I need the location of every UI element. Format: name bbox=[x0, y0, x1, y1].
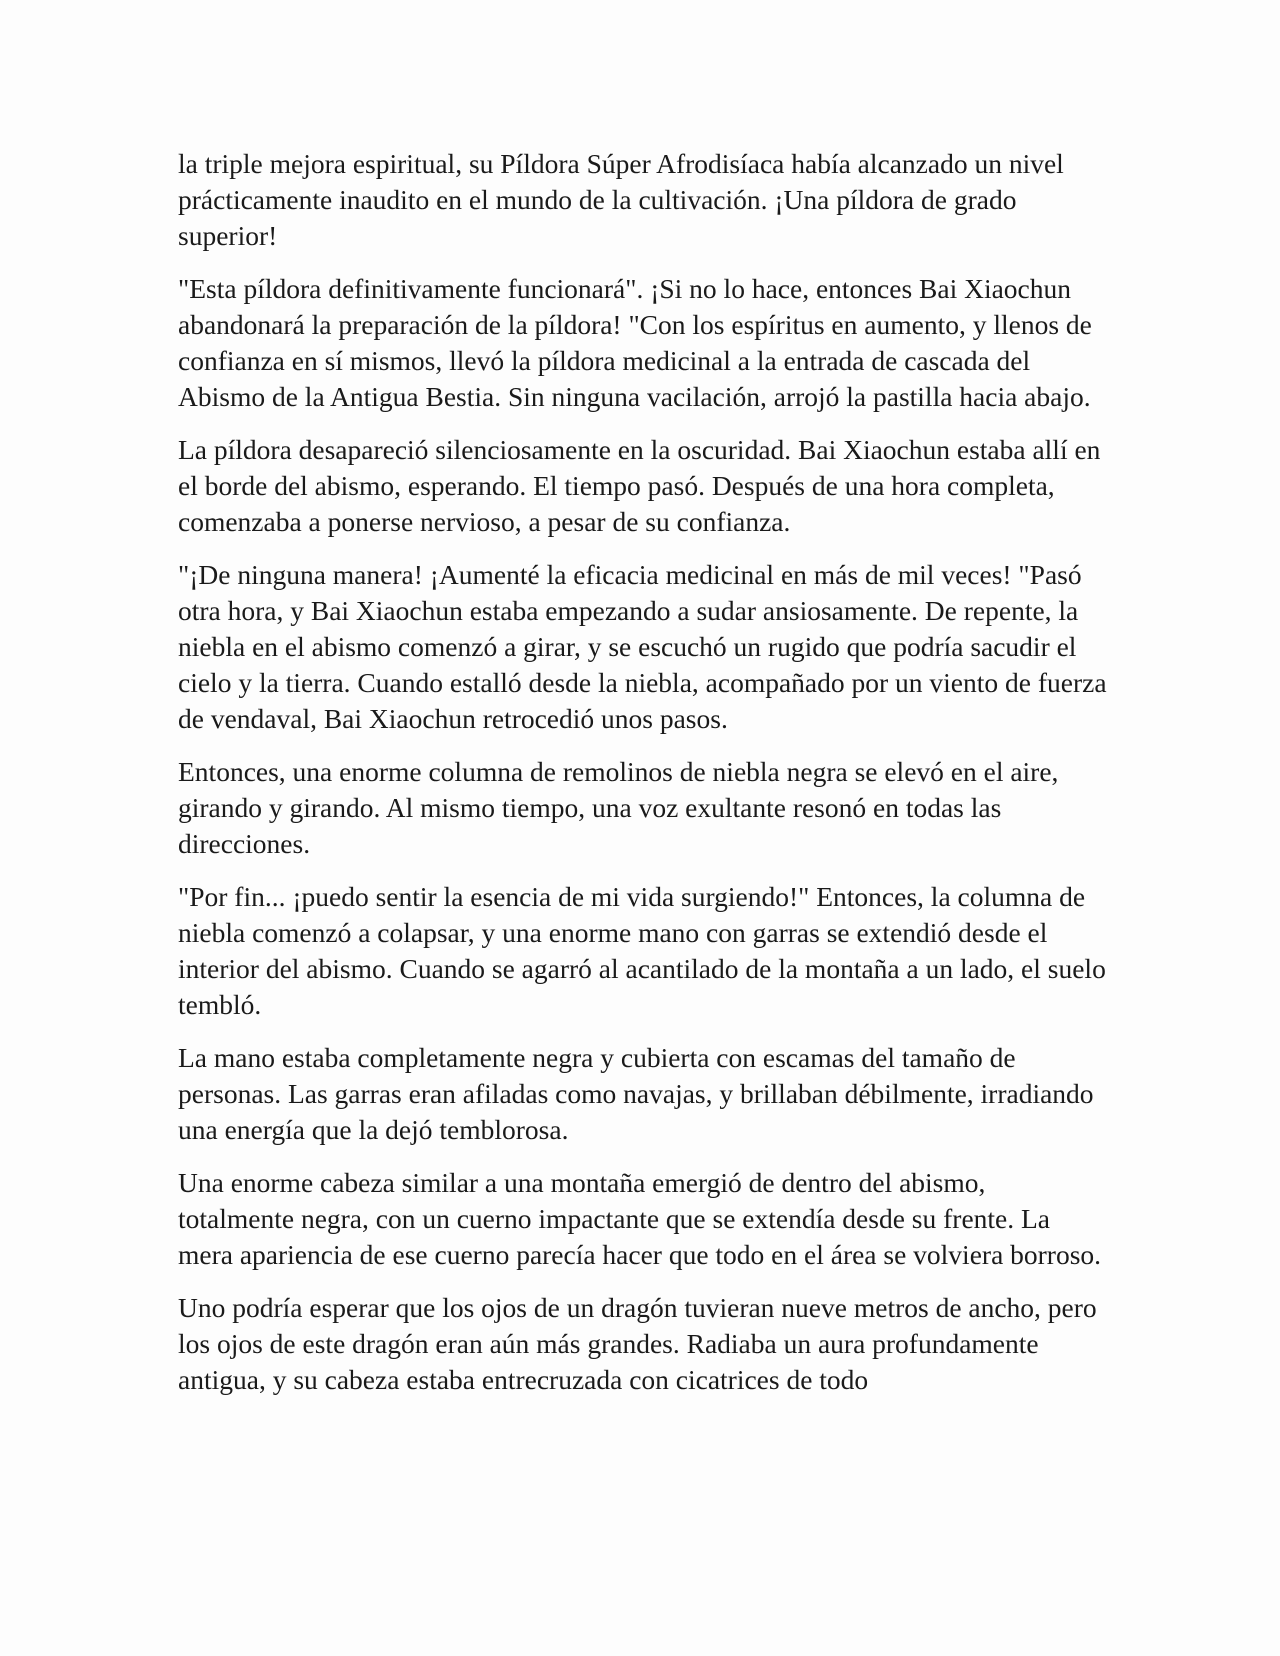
paragraph-9: Uno podría esperar que los ojos de un dragón tuvieran nueve metros de ancho, pero los ojos de este dragón eran aún más grandes. Radiaba un aura profundamente antigua, y su cabeza estaba entrecruzada con cicatrices de todo bbox=[178, 1292, 1097, 1395]
paragraph-2: "Esta píldora definitivamente funcionará". ¡Si no lo hace, entonces Bai Xiaochun abandonará la preparación de la píldora! "Con los espíritus en aumento, y llenos de confianza en sí mismos, llevó la píldora medicinal a la entrada de cascada del Abismo de la Antigua Bestia. Sin ninguna vacilación, arrojó la pastilla hacia abajo. bbox=[178, 273, 1092, 412]
paragraph-3: La píldora desapareció silenciosamente en la oscuridad. Bai Xiaochun estaba allí en el borde del abismo, esperando. El tiempo pasó. Después de una hora completa, comenzaba a ponerse nervioso, a pesar de su confianza. bbox=[178, 434, 1101, 537]
paragraph-5: Entonces, una enorme columna de remolinos de niebla negra se elevó en el aire, girando y girando. Al mismo tiempo, una voz exultante resonó en todas las direcciones. bbox=[178, 756, 1059, 859]
body-text bbox=[178, 146, 1108, 1415]
paragraph-7: La mano estaba completamente negra y cubierta con escamas del tamaño de personas. Las garras eran afiladas como navajas, y brillaban débilmente, irradiando una energía que la dejó temblorosa. bbox=[178, 1042, 1094, 1145]
paragraph-6: "Por fin... ¡puedo sentir la esencia de mi vida surgiendo!" Entonces, la columna de niebla comenzó a colapsar, y una enorme mano con garras se extendió desde el interior del abismo. Cuando se agarró al acantilado de la montaña a un lado, el suelo tembló. bbox=[178, 881, 1106, 1020]
paragraph-4: "¡De ninguna manera! ¡Aumenté la eficacia medicinal en más de mil veces! "Pasó otra hora, y Bai Xiaochun estaba empezando a sudar ansiosamente. De repente, la niebla en el abismo comenzó a girar, y se escuchó un rugido que podría sacudir el cielo y la tierra. Cuando estalló desde la niebla, acompañado por un viento de fuerza de vendaval, Bai Xiaochun retrocedió unos pasos. bbox=[178, 559, 1107, 734]
paragraph-1: la triple mejora espiritual, su Píldora Súper Afrodisíaca había alcanzado un nivel prácticamente inaudito en el mundo de la cultivación. ¡Una píldora de grado superior! bbox=[178, 148, 1064, 251]
paragraph-8: Una enorme cabeza similar a una montaña emergió de dentro del abismo, totalmente negra, con un cuerno impactante que se extendía desde su frente. La mera apariencia de ese cuerno parecía hacer que todo en el área se volviera borroso. bbox=[178, 1167, 1102, 1270]
